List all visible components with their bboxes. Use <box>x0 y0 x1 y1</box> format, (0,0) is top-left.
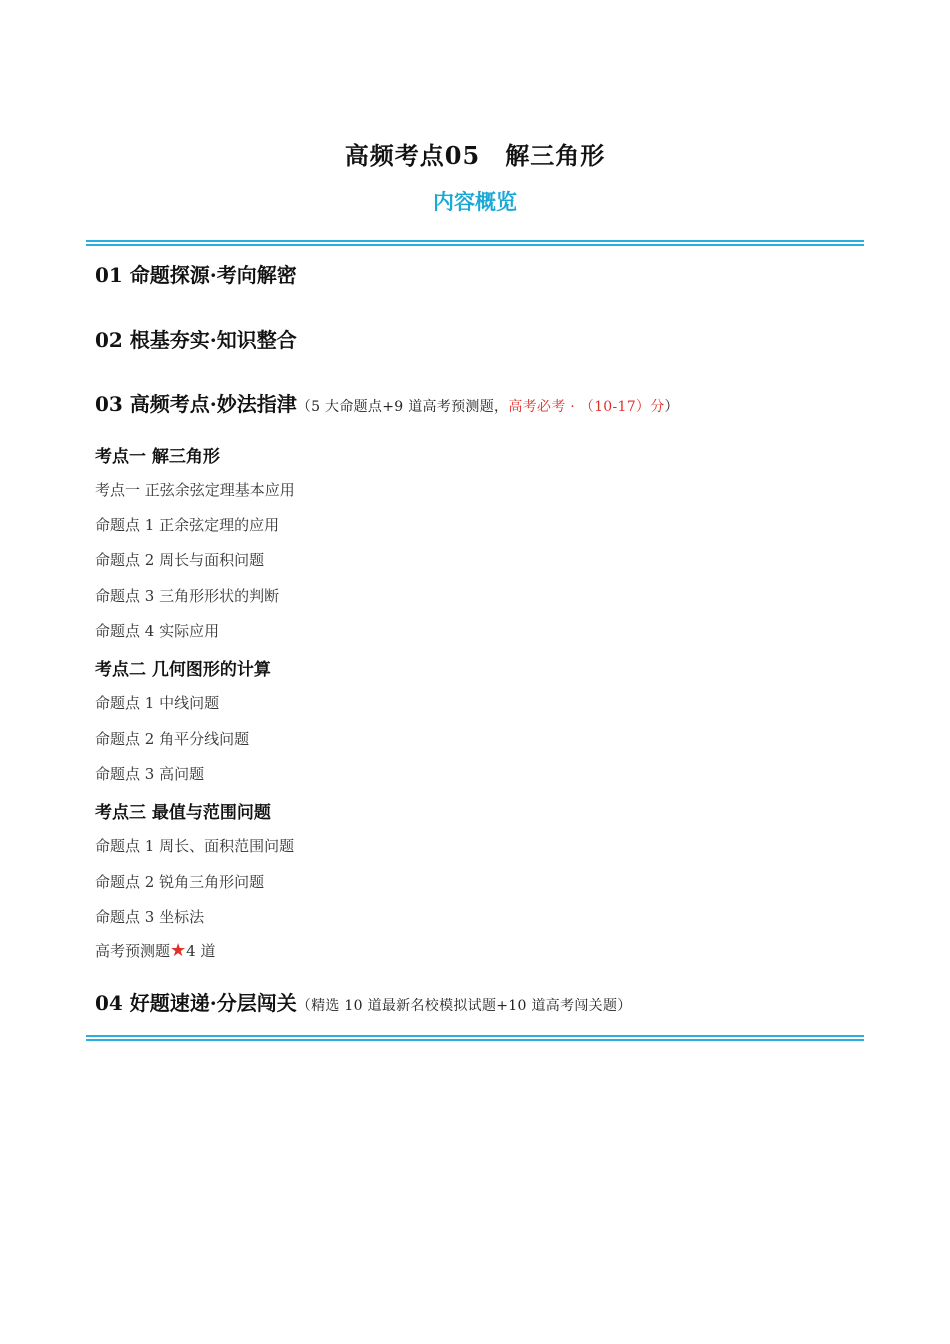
prediction-prefix: 高考预测题 <box>95 942 171 960</box>
outline-heading-3: 考点三 最值与范围问题 <box>95 803 271 823</box>
top-divider <box>86 240 864 246</box>
outline-item: 命题点 2 角平分线问题 <box>95 730 250 748</box>
outline-item: 命题点 3 三角形形状的判断 <box>95 587 280 605</box>
outline-heading-1: 考点一 解三角形 <box>95 447 220 467</box>
bottom-divider-line-1 <box>86 1035 864 1037</box>
outline-item: 命题点 2 周长与面积问题 <box>95 551 265 569</box>
bottom-divider <box>86 1035 864 1041</box>
section-02 <box>95 324 297 353</box>
section-01 <box>95 259 297 288</box>
section-04 <box>95 987 632 1016</box>
outline-item: 命题点 1 正余弦定理的应用 <box>95 516 280 534</box>
prediction-suffix: 4 道 <box>186 942 216 960</box>
outline-item: 命题点 4 实际应用 <box>95 622 220 640</box>
section-03-note-highlight: 高考必考 · （10-17）分 <box>508 399 665 415</box>
page-subtitle: 内容概览 <box>433 189 517 214</box>
section-02-label: 02 根基夯实·知识整合 <box>95 328 297 352</box>
bottom-divider-line-2 <box>86 1039 864 1041</box>
top-divider-line-2 <box>86 244 864 246</box>
top-divider-line-1 <box>86 240 864 242</box>
outline-item: 命题点 1 周长、面积范围问题 <box>95 837 295 855</box>
section-04-label: 04 好题速递·分层闯关 <box>95 991 297 1015</box>
section-01-label: 01 命题探源·考向解密 <box>95 263 297 287</box>
outline-heading-2: 考点二 几何图形的计算 <box>95 660 271 680</box>
section-03-note-open: （5 大命题点+9 道高考预测题， <box>296 399 509 415</box>
section-04-note: （精选 10 道最新名校模拟试题+10 道高考闯关题） <box>296 998 632 1014</box>
section-03-note <box>297 399 679 415</box>
outline-item: 命题点 2 锐角三角形问题 <box>95 873 265 891</box>
prediction-line <box>95 940 215 961</box>
outline-item: 命题点 1 中线问题 <box>95 694 220 712</box>
outline-item: 考点一 正弦余弦定理基本应用 <box>95 481 295 499</box>
section-03-label: 03 高频考点·妙法指津 <box>95 392 297 416</box>
section-03 <box>95 388 679 417</box>
star-icon: ★ <box>170 940 187 961</box>
outline-item: 命题点 3 坐标法 <box>95 908 205 926</box>
section-03-note-close: ） <box>664 399 679 415</box>
outline-item: 命题点 3 高问题 <box>95 765 205 783</box>
page-title: 高频考点05 解三角形 <box>344 141 606 170</box>
